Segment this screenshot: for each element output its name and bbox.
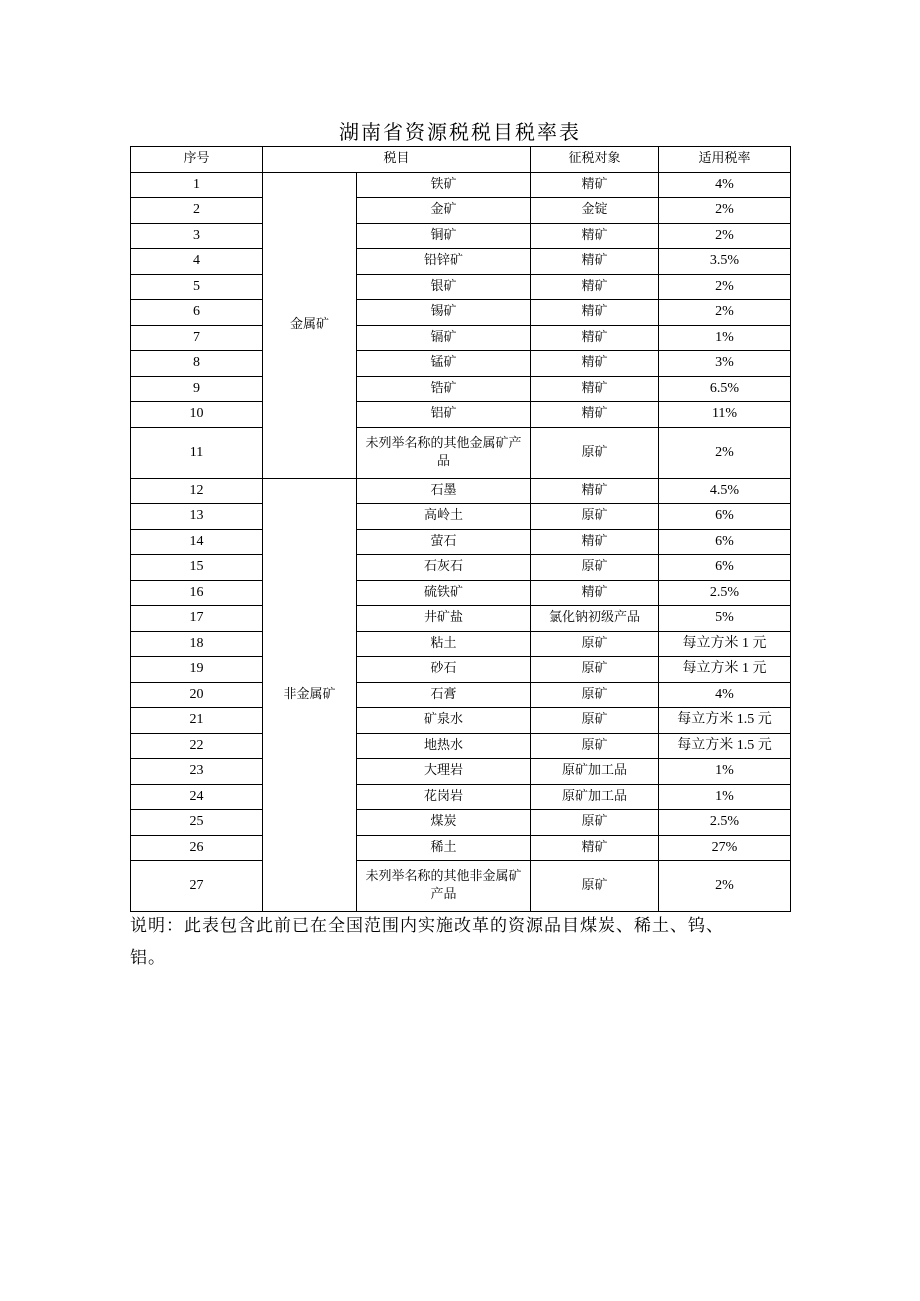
table-row — [131, 861, 791, 912]
cell-item: 高岭土 — [357, 504, 531, 530]
cell-rate: 2% — [659, 223, 791, 249]
table-row — [131, 325, 791, 351]
cell-seq: 16 — [131, 580, 263, 606]
table-row — [131, 504, 791, 530]
table-row — [131, 555, 791, 581]
table-row — [131, 274, 791, 300]
tax-rate-table — [130, 146, 791, 912]
cell-seq: 9 — [131, 376, 263, 402]
cell-seq: 13 — [131, 504, 263, 530]
cell-object: 精矿 — [531, 402, 659, 428]
cell-object: 精矿 — [531, 172, 659, 198]
cell-object: 原矿 — [531, 861, 659, 912]
cell-seq: 6 — [131, 300, 263, 326]
cell-rate: 2% — [659, 300, 791, 326]
cell-item: 砂石 — [357, 657, 531, 683]
table-row — [131, 478, 791, 504]
cell-item: 地热水 — [357, 733, 531, 759]
header-object: 征税对象 — [531, 147, 659, 173]
group-nonmetal: 非金属矿 — [263, 478, 357, 912]
cell-rate: 6% — [659, 504, 791, 530]
cell-rate: 1% — [659, 784, 791, 810]
cell-seq: 25 — [131, 810, 263, 836]
cell-rate: 2.5% — [659, 810, 791, 836]
cell-item: 镉矿 — [357, 325, 531, 351]
cell-object: 原矿加工品 — [531, 784, 659, 810]
cell-seq: 10 — [131, 402, 263, 428]
cell-seq: 22 — [131, 733, 263, 759]
table-row — [131, 249, 791, 275]
cell-seq: 11 — [131, 427, 263, 478]
table-row — [131, 529, 791, 555]
cell-object: 原矿 — [531, 810, 659, 836]
cell-rate: 6.5% — [659, 376, 791, 402]
cell-seq: 14 — [131, 529, 263, 555]
cell-item: 锰矿 — [357, 351, 531, 377]
cell-object: 精矿 — [531, 300, 659, 326]
table-row — [131, 835, 791, 861]
cell-item: 未列举名称的其他金属矿产品 — [357, 427, 531, 478]
cell-item: 银矿 — [357, 274, 531, 300]
cell-rate: 3% — [659, 351, 791, 377]
table-row — [131, 172, 791, 198]
cell-seq: 18 — [131, 631, 263, 657]
cell-rate: 4% — [659, 172, 791, 198]
table-row — [131, 300, 791, 326]
cell-rate: 4.5% — [659, 478, 791, 504]
cell-rate: 5% — [659, 606, 791, 632]
cell-rate: 11% — [659, 402, 791, 428]
cell-item: 铁矿 — [357, 172, 531, 198]
cell-rate: 每立方米 1 元 — [659, 657, 791, 683]
cell-seq: 26 — [131, 835, 263, 861]
cell-seq: 20 — [131, 682, 263, 708]
cell-seq: 5 — [131, 274, 263, 300]
cell-item: 石墨 — [357, 478, 531, 504]
cell-object: 原矿 — [531, 733, 659, 759]
cell-seq: 19 — [131, 657, 263, 683]
cell-rate: 2% — [659, 427, 791, 478]
page-title: 湖南省资源税税目税率表 — [339, 120, 581, 144]
cell-seq: 4 — [131, 249, 263, 275]
cell-item: 粘土 — [357, 631, 531, 657]
cell-object: 精矿 — [531, 529, 659, 555]
cell-seq: 21 — [131, 708, 263, 734]
cell-item: 花岗岩 — [357, 784, 531, 810]
cell-item: 未列举名称的其他非金属矿产品 — [357, 861, 531, 912]
cell-object: 精矿 — [531, 580, 659, 606]
cell-rate: 27% — [659, 835, 791, 861]
cell-rate: 每立方米 1 元 — [659, 631, 791, 657]
cell-object: 精矿 — [531, 223, 659, 249]
footnote: 说明：此表包含此前已在全国范围内实施改革的资源品目煤炭、稀土、钨、铝。 — [130, 916, 724, 968]
cell-rate: 1% — [659, 325, 791, 351]
cell-object: 精矿 — [531, 249, 659, 275]
cell-item: 大理岩 — [357, 759, 531, 785]
cell-item: 锆矿 — [357, 376, 531, 402]
cell-item: 铅锌矿 — [357, 249, 531, 275]
table-row — [131, 376, 791, 402]
table-header-row — [131, 147, 791, 173]
table-row — [131, 402, 791, 428]
cell-rate: 6% — [659, 555, 791, 581]
cell-seq: 23 — [131, 759, 263, 785]
table-row — [131, 657, 791, 683]
cell-item: 井矿盐 — [357, 606, 531, 632]
table-row — [131, 198, 791, 224]
cell-rate: 6% — [659, 529, 791, 555]
cell-object: 原矿 — [531, 555, 659, 581]
cell-object: 精矿 — [531, 478, 659, 504]
table-row — [131, 223, 791, 249]
cell-item: 萤石 — [357, 529, 531, 555]
cell-seq: 15 — [131, 555, 263, 581]
cell-item: 金矿 — [357, 198, 531, 224]
cell-seq: 24 — [131, 784, 263, 810]
table-row — [131, 733, 791, 759]
cell-object: 金锭 — [531, 198, 659, 224]
cell-rate: 2% — [659, 198, 791, 224]
cell-item: 石膏 — [357, 682, 531, 708]
table-row — [131, 682, 791, 708]
header-item: 税目 — [263, 147, 531, 173]
cell-item: 稀土 — [357, 835, 531, 861]
cell-object: 原矿 — [531, 682, 659, 708]
cell-object: 氯化钠初级产品 — [531, 606, 659, 632]
cell-rate: 1% — [659, 759, 791, 785]
cell-object: 原矿加工品 — [531, 759, 659, 785]
table-row — [131, 759, 791, 785]
table-row — [131, 427, 791, 478]
cell-object: 原矿 — [531, 504, 659, 530]
cell-seq: 3 — [131, 223, 263, 249]
cell-object: 原矿 — [531, 657, 659, 683]
cell-item: 煤炭 — [357, 810, 531, 836]
cell-item: 铜矿 — [357, 223, 531, 249]
cell-object: 精矿 — [531, 351, 659, 377]
cell-seq: 2 — [131, 198, 263, 224]
cell-seq: 8 — [131, 351, 263, 377]
cell-rate: 2.5% — [659, 580, 791, 606]
cell-object: 精矿 — [531, 835, 659, 861]
header-rate: 适用税率 — [659, 147, 791, 173]
table-row — [131, 784, 791, 810]
table-row — [131, 606, 791, 632]
cell-item: 铝矿 — [357, 402, 531, 428]
cell-seq: 12 — [131, 478, 263, 504]
cell-rate: 4% — [659, 682, 791, 708]
cell-item: 硫铁矿 — [357, 580, 531, 606]
cell-object: 精矿 — [531, 325, 659, 351]
cell-item: 矿泉水 — [357, 708, 531, 734]
cell-rate: 每立方米 1.5 元 — [659, 708, 791, 734]
cell-object: 原矿 — [531, 708, 659, 734]
table-row — [131, 580, 791, 606]
cell-seq: 27 — [131, 861, 263, 912]
cell-object: 原矿 — [531, 631, 659, 657]
table-body — [131, 172, 791, 912]
header-seq: 序号 — [131, 147, 263, 173]
cell-object: 精矿 — [531, 274, 659, 300]
cell-item: 锡矿 — [357, 300, 531, 326]
table-row — [131, 631, 791, 657]
cell-rate: 2% — [659, 861, 791, 912]
table-row — [131, 810, 791, 836]
cell-seq: 7 — [131, 325, 263, 351]
table-row — [131, 708, 791, 734]
cell-object: 精矿 — [531, 376, 659, 402]
table-row — [131, 351, 791, 377]
cell-object: 原矿 — [531, 427, 659, 478]
cell-seq: 1 — [131, 172, 263, 198]
cell-rate: 2% — [659, 274, 791, 300]
cell-item: 石灰石 — [357, 555, 531, 581]
cell-rate: 每立方米 1.5 元 — [659, 733, 791, 759]
cell-seq: 17 — [131, 606, 263, 632]
group-metal: 金属矿 — [263, 172, 357, 478]
cell-rate: 3.5% — [659, 249, 791, 275]
